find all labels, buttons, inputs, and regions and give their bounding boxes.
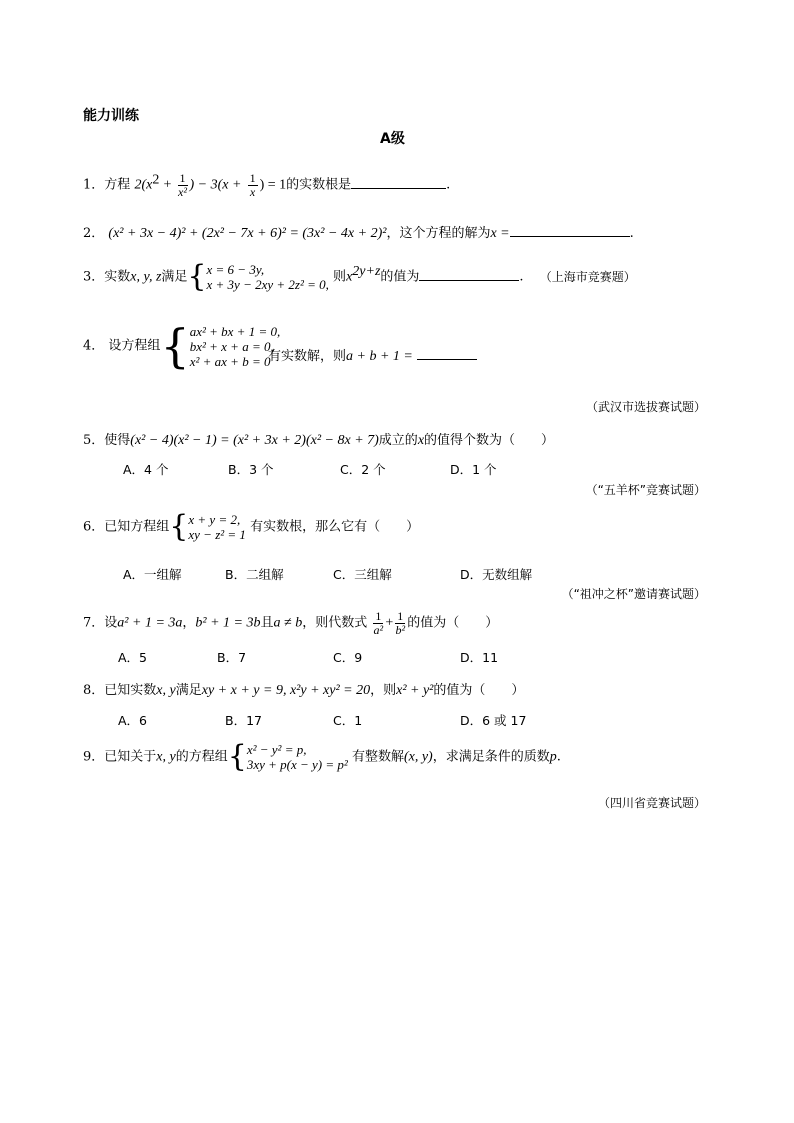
question-4-tail: 有实数解，则a + b + 1 = [268, 345, 477, 365]
option-c[interactable]: C．2 个 [340, 462, 386, 477]
option-d[interactable]: D．无数组解 [460, 567, 533, 582]
source-q5: （“五羊杯”竞赛试题） [585, 483, 706, 497]
answer-blank[interactable] [351, 175, 446, 189]
source-q4: （武汉市选拔赛试题） [585, 400, 706, 414]
question-8: 8．已知实数x, y满足xy + x + y = 9, x²y + xy² = 20，则x² + y²的值为（ ） [83, 683, 525, 698]
answer-blank[interactable] [417, 346, 477, 360]
question-7: 7．设a² + 1 = 3a，b² + 1 = 3b且a ≠ b，则代数式 $\frac{1}{\text{a²}}$ + $\frac{1}{\text{b²}}$ 的值为（ ） [83, 609, 499, 637]
answer-blank[interactable] [419, 267, 519, 281]
section-title: 能力训练 [83, 108, 139, 124]
option-d[interactable]: D．6 或 17 [460, 713, 527, 728]
question-6: 6．已知方程组{ x + y = 2, xy − z² = 1 有实数根，那么它有（ ） [83, 509, 420, 544]
question-1: 1．方程 $2(x^2$ + $\frac{1}{\text{x²}}$ ) − 3(x + $\frac{1}{x}$ ) = 1的实数根是 . [83, 171, 451, 199]
question-2: 2． (x² + 3x − 4)² + (2x² − 7x + 6)² = (3x² − 4x + 2)²，这个方程的解为x = . [83, 222, 634, 242]
option-c[interactable]: C．9 [333, 650, 363, 665]
level-heading: A级 [380, 131, 405, 147]
source-q9: （四川省竞赛试题） [597, 796, 706, 810]
option-b[interactable]: B．17 [225, 713, 262, 728]
option-b[interactable]: B．3 个 [228, 462, 274, 477]
question-3: 3．实数x, y, z满足{ x = 6 − 3y, x + 3y − 2xy + 2z² = 0, 则$x^{2y+z}$的值为 . （上海市竞赛题） [83, 259, 636, 294]
option-b[interactable]: B．7 [217, 650, 247, 665]
source-q6: （“祖冲之杯”邀请赛试题） [561, 587, 706, 601]
option-c[interactable]: C．三组解 [333, 567, 392, 582]
option-b[interactable]: B．二组解 [225, 567, 284, 582]
option-a[interactable]: A．5 [118, 650, 148, 665]
question-9: 9．已知关于x, y的方程组{ x² − y² = p, 3xy + p(x − y) = p² 有整数解(x, y)，求满足条件的质数p. [83, 739, 561, 774]
option-d[interactable]: D．1 个 [450, 462, 497, 477]
option-c[interactable]: C．1 [333, 713, 363, 728]
option-a[interactable]: A．一组解 [123, 567, 182, 582]
option-a[interactable]: A．6 [118, 713, 148, 728]
question-5: 5．使得(x² − 4)(x² − 1) = (x² + 3x + 2)(x² − 8x + 7)成立的x的值得个数为（ ） [83, 433, 555, 448]
option-a[interactable]: A．4 个 [123, 462, 169, 477]
option-d[interactable]: D．11 [460, 650, 499, 665]
answer-blank[interactable] [510, 223, 630, 237]
question-4: 4． 设方程组{ ax² + bx + 1 = 0, bx² + x + a = 0, x² + ax + b = 0 [83, 319, 281, 373]
